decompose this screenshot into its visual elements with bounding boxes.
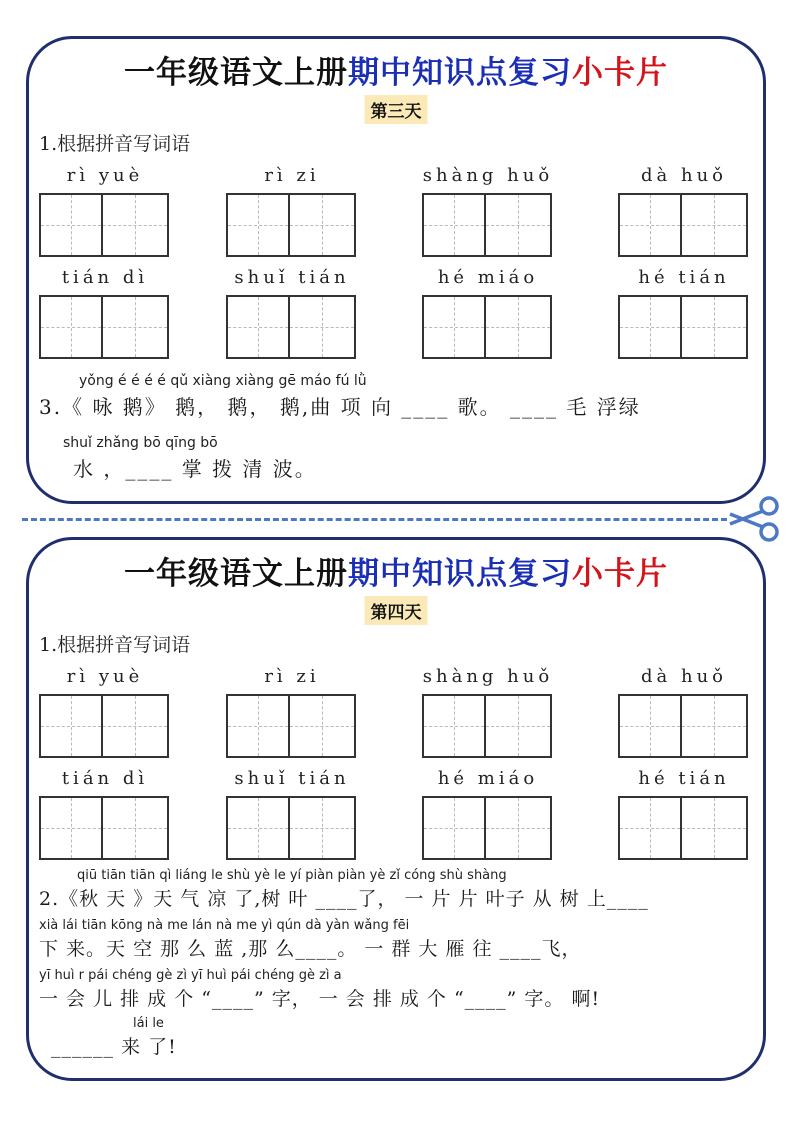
poem-text-line-1: 3.《 咏 鹅》 鹅， 鹅， 鹅,曲 项 向 ____ 歌。 ____ 毛 浮绿 [39, 395, 641, 419]
word-item [39, 768, 171, 860]
scissors-icon [726, 494, 782, 544]
pinyin-label: hé tián [638, 768, 730, 789]
title-part-2: 期中知识点复习 [348, 556, 572, 592]
pinyin-label: rì yuè [66, 165, 144, 186]
word-item [226, 666, 358, 758]
pinyin-label: shuǐ tián [234, 267, 350, 288]
writing-boxes[interactable] [226, 796, 358, 860]
word-item [618, 768, 750, 860]
word-item [226, 165, 358, 257]
text-pinyin-line-3: yī huì r pái chéng gè zì yī huì pái chéng gè zì a [39, 968, 342, 983]
title-part-3: 小卡片 [572, 556, 668, 592]
writing-boxes[interactable] [226, 295, 358, 359]
text-line-1: 2.《秋 天 》天 气 凉 了,树 叶 ____了， 一 片 片 叶子 从 树 上____ [39, 888, 649, 910]
writing-boxes[interactable] [226, 694, 358, 758]
text-line-4: ______ 来 了! [51, 1036, 177, 1058]
pinyin-label: rì zi [264, 165, 320, 186]
pinyin-label: hé tián [638, 267, 730, 288]
writing-boxes[interactable] [39, 295, 171, 359]
pinyin-label: hé miáo [437, 267, 539, 288]
word-item [422, 666, 554, 758]
word-item [618, 267, 750, 359]
title-part-2: 期中知识点复习 [348, 55, 572, 91]
section-heading: 1.根据拼音写词语 [39, 133, 191, 155]
day-label: 第四天 [365, 596, 428, 625]
title-part-3: 小卡片 [572, 55, 668, 91]
text-line-3: 一 会 儿 排 成 个 “____” 字， 一 会 排 成 个 “____” 字。 啊! [39, 988, 601, 1010]
pinyin-label: tián dì [61, 267, 149, 288]
writing-boxes[interactable] [618, 295, 750, 359]
card-title [29, 47, 763, 92]
word-item [422, 768, 554, 860]
pinyin-label: rì zi [264, 666, 320, 687]
writing-boxes[interactable] [618, 193, 750, 257]
writing-boxes[interactable] [226, 193, 358, 257]
text-pinyin-line-1: qiū tiān tiān qì liáng le shù yè le yí piàn piàn yè zǐ cóng shù shàng [77, 868, 507, 883]
poem-pinyin-line-1: yǒng é é é é qǔ xiàng xiàng gē máo fú lǜ [79, 373, 367, 389]
word-item [618, 165, 750, 257]
card-day-3 [26, 36, 766, 504]
word-item [39, 165, 171, 257]
pinyin-label: rì yuè [66, 666, 144, 687]
section-heading: 1.根据拼音写词语 [39, 634, 191, 656]
writing-boxes[interactable] [39, 193, 171, 257]
day-label: 第三天 [365, 95, 428, 124]
pinyin-label: dà huǒ [641, 666, 727, 687]
pinyin-label: dà huǒ [641, 165, 727, 186]
pinyin-label: shàng huǒ [422, 165, 554, 186]
writing-boxes[interactable] [39, 694, 171, 758]
word-item [39, 267, 171, 359]
writing-boxes[interactable] [422, 295, 554, 359]
word-item [422, 165, 554, 257]
card-day-4 [26, 537, 766, 1081]
word-item [422, 267, 554, 359]
pinyin-label: shàng huǒ [422, 666, 554, 687]
writing-boxes[interactable] [422, 796, 554, 860]
text-pinyin-line-2: xià lái tiān kōng nà me lán nà me yì qún dà yàn wǎng fēi [39, 918, 410, 933]
text-pinyin-line-4: lái le [133, 1016, 164, 1031]
word-item [226, 768, 358, 860]
title-part-1: 一年级语文上册 [124, 556, 348, 592]
pinyin-label: tián dì [61, 768, 149, 789]
poem-pinyin-line-2: shuǐ zhǎng bō qīng bō [63, 435, 218, 451]
cut-line [22, 518, 727, 521]
title-part-1: 一年级语文上册 [124, 55, 348, 91]
pinyin-label: shuǐ tián [234, 768, 350, 789]
card-title [29, 548, 763, 593]
pinyin-label: hé miáo [437, 768, 539, 789]
text-line-2: 下 来。天 空 那 么 蓝 ,那 么____。 一 群 大 雁 往 ____飞， [39, 938, 582, 960]
writing-boxes[interactable] [39, 796, 171, 860]
writing-boxes[interactable] [422, 193, 554, 257]
writing-boxes[interactable] [422, 694, 554, 758]
poem-text-line-2: 水 ，____ 掌 拨 清 波。 [73, 457, 317, 481]
writing-boxes[interactable] [618, 796, 750, 860]
word-item [39, 666, 171, 758]
word-item [226, 267, 358, 359]
word-item [618, 666, 750, 758]
writing-boxes[interactable] [618, 694, 750, 758]
